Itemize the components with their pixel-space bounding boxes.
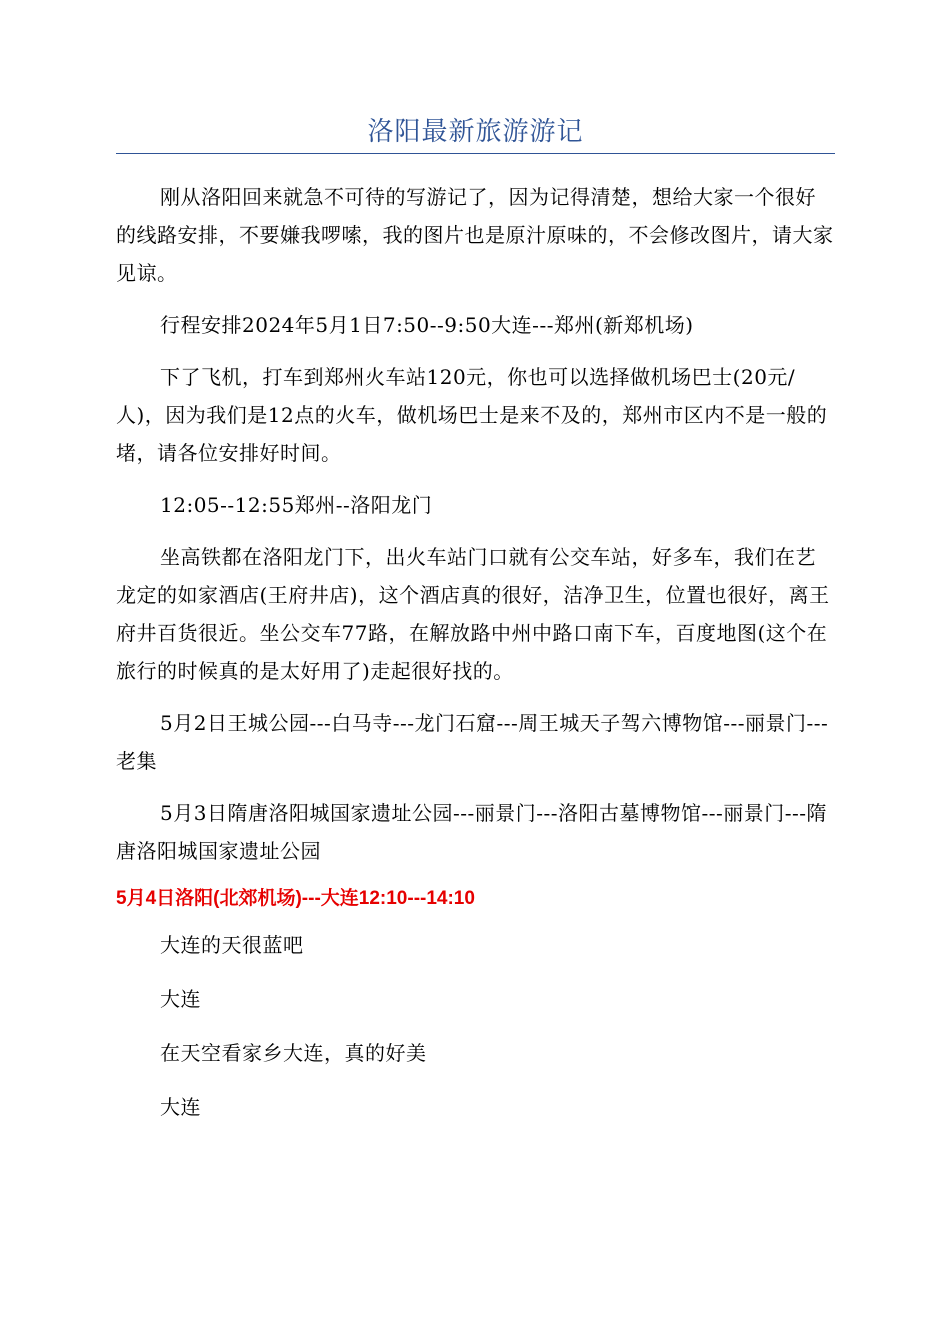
short-line: 在天空看家乡大连，真的好美: [160, 1041, 427, 1065]
document-body: [116, 178, 835, 1142]
paragraph-itinerary-day1: 行程安排2024年5月1日7:50--9:50大连---郑州(新郑机场): [160, 313, 694, 337]
paragraph-day2: 5月2日王城公园---白马寺---龙门石窟---周王城天子驾六博物馆---丽景门---老集: [116, 711, 829, 773]
red-heading-day4: 5月4日洛阳(北郊机场)---大连12:10---14:10: [116, 888, 475, 909]
paragraph-taxi: 下了飞机，打车到郑州火车站120元，你也可以选择做机场巴士(20元/人)，因为我们是12点的火车，做机场巴士是来不及的，郑州市区内不是一般的堵，请各位安排好时间。: [116, 365, 828, 465]
paragraph-train: 12:05--12:55郑州--洛阳龙门: [160, 493, 433, 517]
paragraph-intro: 刚从洛阳回来就急不可待的写游记了，因为记得清楚，想给大家一个很好的线路安排，不要嫌我啰嗦，我的图片也是原汁原味的，不会修改图片，请大家见谅。: [116, 185, 834, 285]
short-line: 大连的天很蓝吧: [160, 933, 304, 957]
short-line: 大连: [160, 1095, 201, 1119]
paragraph-day3: 5月3日隋唐洛阳城国家遗址公园---丽景门---洛阳古墓博物馆---丽景门---隋唐洛阳城国家遗址公园: [116, 801, 828, 863]
title-underline: [116, 153, 835, 154]
short-line: 大连: [160, 987, 201, 1011]
page-title: 洛阳最新旅游游记: [367, 117, 584, 147]
paragraph-hotel: 坐高铁都在洛阳龙门下，出火车站门口就有公交车站，好多车，我们在艺龙定的如家酒店(王府井店)，这个酒店真的很好，洁净卫生，位置也很好，离王府井百货很近。坐公交车77路，在解放路中州中路口南下车，百度地图(这个在旅行的时候真的是太好用了)走起很好找的。: [116, 545, 830, 683]
